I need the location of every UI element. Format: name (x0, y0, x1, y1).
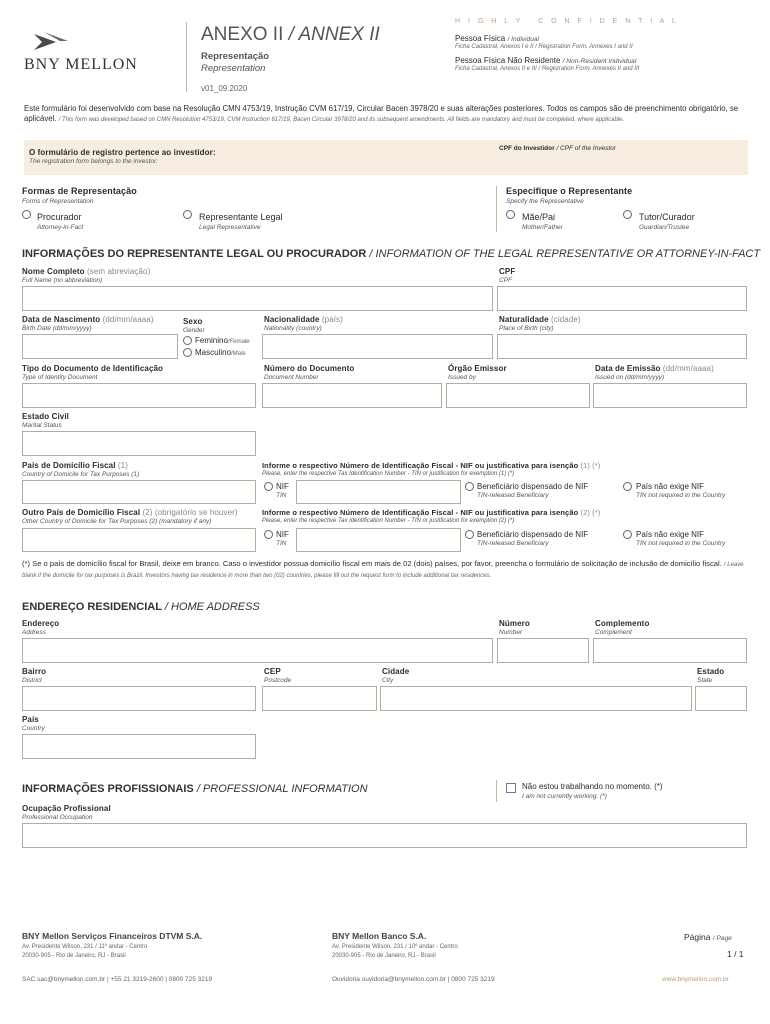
banner-right: CPF do Investidor / CPF of the Investor (499, 145, 616, 152)
header-divider (186, 22, 187, 92)
nif-label: Informe o respectivo Número de Identificação Fiscal - NIF ou justificativa para isenção (1) (*) (262, 461, 601, 470)
cep-label: CEP (264, 667, 281, 676)
bny-mellon-logo-icon (34, 30, 74, 54)
nif-input-1[interactable] (296, 480, 461, 504)
prof-vdivider (496, 780, 497, 802)
nif-opt-2: NIF (276, 530, 289, 539)
docnum-label: Número do Documento (264, 364, 355, 373)
district-label: Bairro (22, 667, 47, 676)
cpf-label: CPF (499, 267, 516, 276)
opt-mae-pai-en: Mother/Father (522, 224, 563, 231)
state-label-en: State (697, 677, 713, 684)
birthplace-label: Naturalidade (cidade) (499, 315, 581, 324)
sex-label-en: Gender (183, 327, 205, 334)
noreq-1: País não exige NIF (636, 482, 705, 491)
not-working-checkbox[interactable] (506, 783, 516, 793)
comp-label-en: Complement (595, 629, 632, 636)
doctype-input[interactable] (22, 383, 256, 408)
noreq-1-en: TIN not required in the Country (636, 492, 726, 499)
radio-noreq-2[interactable] (623, 530, 632, 539)
footer-sac: SAC sac@bnymellon.com.br | +55 21 3219-2600 | 0800 725 3219 (22, 976, 213, 983)
occupation-input[interactable] (22, 823, 747, 848)
banner-left-en: The registration form belongs to the investor: (29, 158, 158, 165)
birth-date-input[interactable] (22, 334, 178, 359)
pfnr-title: Pessoa Física Não Residente / Non-Resident Individual (455, 56, 637, 65)
prof-section-title: INFORMAÇÕES PROFISSIONAIS / PROFESSIONAL INFORMATION (22, 783, 368, 795)
nif-label-en: Please, enter the respective Tax Identification Number - TIN or justification for exemption (1) (*) (262, 471, 515, 477)
nif-opt-2-en: TIN (276, 540, 287, 547)
radio-nif-1[interactable] (264, 482, 273, 491)
pf-desc: Ficha Cadastral, Anexos I e II / Registration Form, Annexes I and II (455, 44, 633, 50)
occ-label: Ocupação Profissional (22, 804, 111, 813)
opt-representante-en: Legal Representative (199, 224, 261, 231)
full-name-input[interactable] (22, 286, 493, 311)
footer-ouvidoria: Ouvidoria ouvidoria@bnymellon.com.br | 0800 725 3219 (332, 976, 495, 983)
nif2-label: Informe o respectivo Número de Identificação Fiscal - NIF ou justificativa para isenção (2) (*) (262, 508, 601, 517)
num-label-en: Number (499, 629, 523, 636)
benef-2: Beneficiário dispensado de NIF (477, 530, 589, 539)
sex-label: Sexo (183, 317, 203, 326)
not-working-label-en: I am not currently working. (*) (522, 793, 607, 800)
footer-co1: BNY Mellon Serviços Financeiros DTVM S.A. (22, 931, 203, 941)
other-label-en: Other Country of Domicile for Tax Purposes (2) (mandatory if any) (22, 518, 212, 525)
noreq-2: País não exige NIF (636, 530, 705, 539)
footer-co2: BNY Mellon Banco S.A. (332, 931, 427, 941)
page-number: 1 / 1 (727, 949, 744, 959)
subtitle-pt: Representação (201, 51, 270, 62)
spec-title: Especifique o Representante (506, 186, 633, 196)
footer-co1-addr1: Av. Presidente Wilson, 231 / 11º andar - Centro (22, 944, 148, 950)
radio-mae-pai[interactable] (506, 210, 515, 219)
issuer-label: Órgão Emissor (448, 364, 507, 373)
issuer-label-en: Issued by (448, 374, 476, 381)
footer-website[interactable]: www.bnymellon.com.br (662, 976, 729, 983)
radio-procurador[interactable] (22, 210, 31, 219)
radio-nif-2[interactable] (264, 530, 273, 539)
name-label-en: Full Name (no abbreviation) (22, 277, 103, 284)
page-title: ANEXO II / ANNEX II (201, 24, 380, 45)
number-input[interactable] (497, 638, 589, 663)
civil-label-en: Marital Status (22, 422, 62, 429)
opt-procurador: Procurador (37, 212, 82, 222)
state-label: Estado (697, 667, 725, 676)
cep-input[interactable] (262, 686, 377, 711)
street-label-en: Address (22, 629, 46, 636)
version: v01_09.2020 (201, 84, 248, 93)
opt-tutor-en: Guardian/Trustee (639, 224, 690, 231)
docnum-label-en: Document Number (264, 374, 319, 381)
nif2-label-en: Please, enter the respective Tax Identification Number - TIN or justification for exemption (2) (*) (262, 518, 515, 524)
pfnr-desc: Ficha Cadastral, Anexos II e III / Registration Form, Annexes II and III (455, 66, 640, 72)
intro-text: Este formulário foi desenvolvido com base na Resolução CMN 4753/19, Instrução CVM 617/19, Circular Bacen 3978/20 e suas alterações posteriores. Todos os campos são de preenchimento obrigatório, se aplicável. / This form was developed based on CMN Resolution 4753/19, CVM Instruction 617/19, Bacen Circular 3978/20 and its subsequent amendments. All fields are mandatory and must be completed, where applicable. (24, 104, 739, 123)
issue-date-input[interactable] (593, 383, 747, 408)
state-input[interactable] (695, 686, 747, 711)
forms-vdivider (496, 186, 497, 232)
spec-title-en: Specify the Representative (506, 198, 584, 205)
page-label: Página / Page (684, 932, 732, 942)
num-label: Número (499, 619, 530, 628)
cpf-label-en: CPF (499, 277, 512, 284)
street-label: Endereço (22, 619, 60, 628)
footer-co1-addr2: 20030-905 - Rio de Janeiro, RJ - Brasil (22, 953, 126, 959)
doctype-label-en: Type of Identity Document (22, 374, 98, 381)
other-country-input[interactable] (22, 528, 256, 552)
district-input[interactable] (22, 686, 256, 711)
birth-label: Data de Nascimento (dd/mm/aaaa) (22, 315, 154, 324)
radio-tutor-curador[interactable] (623, 210, 632, 219)
tax-footnote: (*) Se o país de domicílio fiscal for Brasil, deixe em branco. Caso o investidor possua domicílio fiscal em mais de 02 (dois) países, por favor, preencha o formulário de solicitação de inclusão de domicílio fiscal. / Leave blank if the domicile for tax purposes is Brazil. Investors having tax residence in more than two (02) countries, please fill out the request form to include additional tax residences. (22, 559, 744, 579)
street-input[interactable] (22, 638, 493, 663)
confidential-label: H I G H L Y C O N F I D E N T I A L (455, 18, 679, 25)
nat-label: Nacionalidade (país) (264, 315, 343, 324)
footer-co2-addr1: Av. Presidente Wilson, 231 / 10º andar - Centro (332, 944, 458, 950)
occ-label-en: Professional Occupation (22, 814, 93, 821)
radio-benef-2[interactable] (465, 530, 474, 539)
dom-country-input[interactable] (22, 480, 256, 504)
nationality-input[interactable] (262, 334, 493, 359)
radio-masculino[interactable] (183, 348, 192, 357)
brand-name: BNY MELLON (24, 56, 138, 73)
noreq-2-en: TIN not required in the Country (636, 540, 726, 547)
fem-label: Feminino/Female (195, 336, 250, 345)
other-label: Outro País de Domicílio Fiscal (2) (obrigatório se houver) (22, 508, 238, 517)
opt-procurador-en: Attorney-in-Fact (37, 224, 84, 231)
benef-2-en: TIN-released Beneficiary (477, 540, 549, 547)
opt-tutor: Tutor/Curador (639, 212, 695, 222)
rep-section-title: INFORMAÇÕES DO REPRESENTANTE LEGAL OU PROCURADOR / INFORMATION OF THE LEGAL REPRESENTATIVE OR ATTORNEY-IN-FACT (22, 248, 761, 260)
opt-mae-pai: Mãe/Pai (522, 212, 556, 222)
footer-co2-addr2: 20030-905 - Rio de Janeiro, RJ - Brasil (332, 953, 436, 959)
masc-label: Masculino/Male (195, 348, 246, 357)
dom-label-en: Country of Domicile for Tax Purposes (1) (22, 471, 140, 478)
addr-section-title: ENDEREÇO RESIDENCIAL / HOME ADDRESS (22, 601, 260, 613)
complement-input[interactable] (593, 638, 747, 663)
banner-left-pt: O formulário de registro pertence ao investidor: (29, 148, 216, 157)
benef-1: Beneficiário dispensado de NIF (477, 482, 589, 491)
city-label: Cidade (382, 667, 410, 676)
cpf-input[interactable] (497, 286, 747, 311)
cep-label-en: Postcode (264, 677, 292, 684)
doctype-label: Tipo do Documento de Identificação (22, 364, 164, 373)
radio-benef-1[interactable] (465, 482, 474, 491)
name-label: Nome Completo (sem abreviação) (22, 267, 151, 276)
nif-opt-1-en: TIN (276, 492, 287, 499)
nif-opt-1: NIF (276, 482, 289, 491)
pf-title: Pessoa Física / Individual (455, 34, 540, 43)
nif-input-2[interactable] (296, 528, 461, 552)
logo (24, 30, 164, 75)
radio-noreq-1[interactable] (623, 482, 632, 491)
district-label-en: District (22, 677, 42, 684)
forms-title-en: Forms of Representation (22, 198, 94, 205)
city-label-en: City (382, 677, 394, 684)
country-label-en: Country (22, 725, 45, 732)
opt-representante: Representante Legal (199, 212, 283, 222)
nat-label-en: Nationality (country) (264, 325, 322, 332)
country-label: País (22, 715, 39, 724)
birthplace-label-en: Place of Birth (city) (499, 325, 554, 332)
subtitle-en: Representation (201, 63, 266, 74)
radio-feminino[interactable] (183, 336, 192, 345)
benef-1-en: TIN-released Beneficiary (477, 492, 549, 499)
birthplace-input[interactable] (497, 334, 747, 359)
dom-label: País de Domicílio Fiscal (1) (22, 461, 128, 470)
comp-label: Complemento (595, 619, 650, 628)
forms-title: Formas de Representação (22, 186, 137, 196)
issue-label: Data de Emissão (dd/mm/aaaa) (595, 364, 714, 373)
country-input[interactable] (22, 734, 256, 759)
docnum-input[interactable] (262, 383, 442, 408)
civil-label: Estado Civil (22, 412, 69, 421)
issue-label-en: Issued on (dd/mm/yyyy) (595, 374, 664, 381)
radio-representante-legal[interactable] (183, 210, 192, 219)
not-working-label: Não estou trabalhando no momento. (*) (522, 782, 663, 791)
issuer-input[interactable] (446, 383, 590, 408)
birth-label-en: Birth Date (dd/mm/yyyy) (22, 325, 92, 332)
city-input[interactable] (380, 686, 692, 711)
civil-status-input[interactable] (22, 431, 256, 456)
